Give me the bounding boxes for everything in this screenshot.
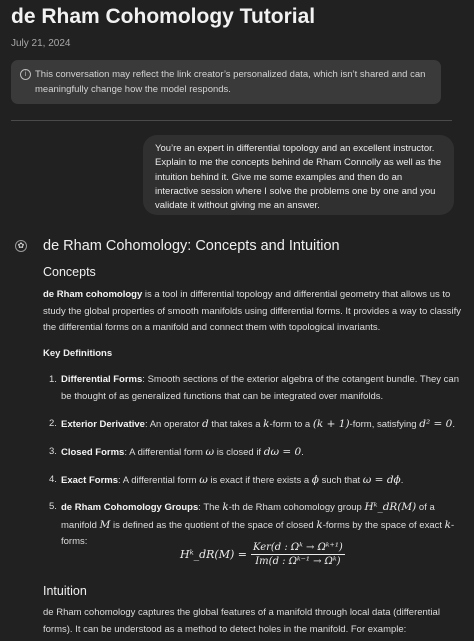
divider [11,120,452,121]
personalization-notice [11,60,441,104]
definition-term: de Rham Cohomology Groups [61,502,199,513]
math-inline: M [99,518,111,531]
list-number: 3. [49,446,57,457]
math-inline: k [222,501,229,513]
definition-text: such that [318,475,363,486]
definition-text: : Smooth sections of the exterior algebra of the cotangent bundle. They can be thought of as generalized functions that can be integrated over manifolds. [61,374,459,402]
definition-text: -form to a [269,419,313,430]
definition-text: -th de Rham cohomology group [228,502,365,513]
math-inline: ω [199,474,208,486]
concepts-heading: Concepts [43,265,96,279]
formula-numerator: Ker(d : Ωᵏ → Ωᵏ⁺¹) [253,542,343,553]
definition-term: Closed Forms [61,447,125,458]
definition-text: is defined as the quotient of the space of closed [110,519,317,531]
intuition-heading: Intuition [43,584,87,598]
math-inline: k [444,518,452,531]
list-number: 5. [49,501,57,512]
definition-text: of a manifold [61,502,435,531]
intro-paragraph [43,287,463,337]
math-inline: d² = 0 [419,418,453,430]
definition-text: is exact if there exists a [207,475,312,486]
definition-text: -forms: [61,519,455,547]
page-title: de Rham Cohomology Tutorial [11,5,316,28]
formula-fraction [251,542,345,567]
cohomology-formula [180,542,345,567]
definition-text: . [301,447,304,458]
definition-text: : An operator [144,419,203,430]
math-inline: ω [205,446,215,458]
intuition-paragraph: de Rham cohomology captures the global features of a manifold through local data (differential forms). It can be understood as a method to detect holes in the manifold. For example: [43,607,440,635]
definition-text: that takes a [208,419,264,430]
definition-text: -forms by the space of exact [322,519,445,531]
definition-text: -form, satisfying [349,419,420,430]
list-number: 4. [49,474,57,485]
key-definitions-heading: Key Definitions [43,348,113,359]
list-item [49,472,459,490]
conversation-date: July 21, 2024 [11,38,71,49]
response-heading: de Rham Cohomology: Concepts and Intuition [43,238,340,254]
user-message-bubble [143,135,454,215]
info-icon: i [20,69,31,80]
formula-lhs: Hᵏ_dR(M) = [180,548,247,561]
definition-text: : A differential form [124,447,206,458]
math-inline: k [316,518,323,531]
definition-text: : The [198,502,223,513]
list-number: 1. [49,374,57,385]
list-item [49,372,459,405]
intro-term: de Rham cohomology [43,289,143,300]
notice-text: This conversation may reflect the link creator’s personalized data, which isn’t shared and can meaningfully change how the model responds. [35,69,426,95]
math-inline: dω = 0 [263,446,302,458]
definition-term: Differential Forms [61,374,143,385]
list-item [49,444,459,462]
intro-text: is a tool in differential topology and differential geometry that allows us to study the global properties of smooth manifolds using differential forms. It provides a way to classify the differential forms on a manifold and connect them with topological invariants. [43,289,462,333]
math-inline: Hᵏ_dR(M) [364,501,417,513]
definition-text: . [400,475,404,486]
definition-term: Exact Forms [61,475,119,486]
list-number: 2. [49,418,57,429]
user-message-text: You’re an expert in differential topology and an excellent instructor. Explain to me the concepts behind de Rham Connolly as well as the intuition behind it. Give me some examples and then do an interactive session where I solve the problems one by one and you validate it without giving me an answer. [155,143,442,212]
definition-text: : A differential form [118,475,200,486]
math-inline: ω = dϕ [362,474,401,486]
math-inline: (k + 1) [312,418,350,430]
formula-denominator: Im(d : Ωᵏ⁻¹ → Ωᵏ) [255,556,341,567]
math-inline: d [202,418,209,430]
openai-logo-icon: ✿ [15,240,27,252]
math-inline: k [263,418,270,430]
definition-text: is closed if [214,447,264,458]
definition-text: . [452,419,455,430]
math-inline: ϕ [311,474,319,486]
definition-term: Exterior Derivative [61,419,145,430]
list-item [49,416,459,434]
